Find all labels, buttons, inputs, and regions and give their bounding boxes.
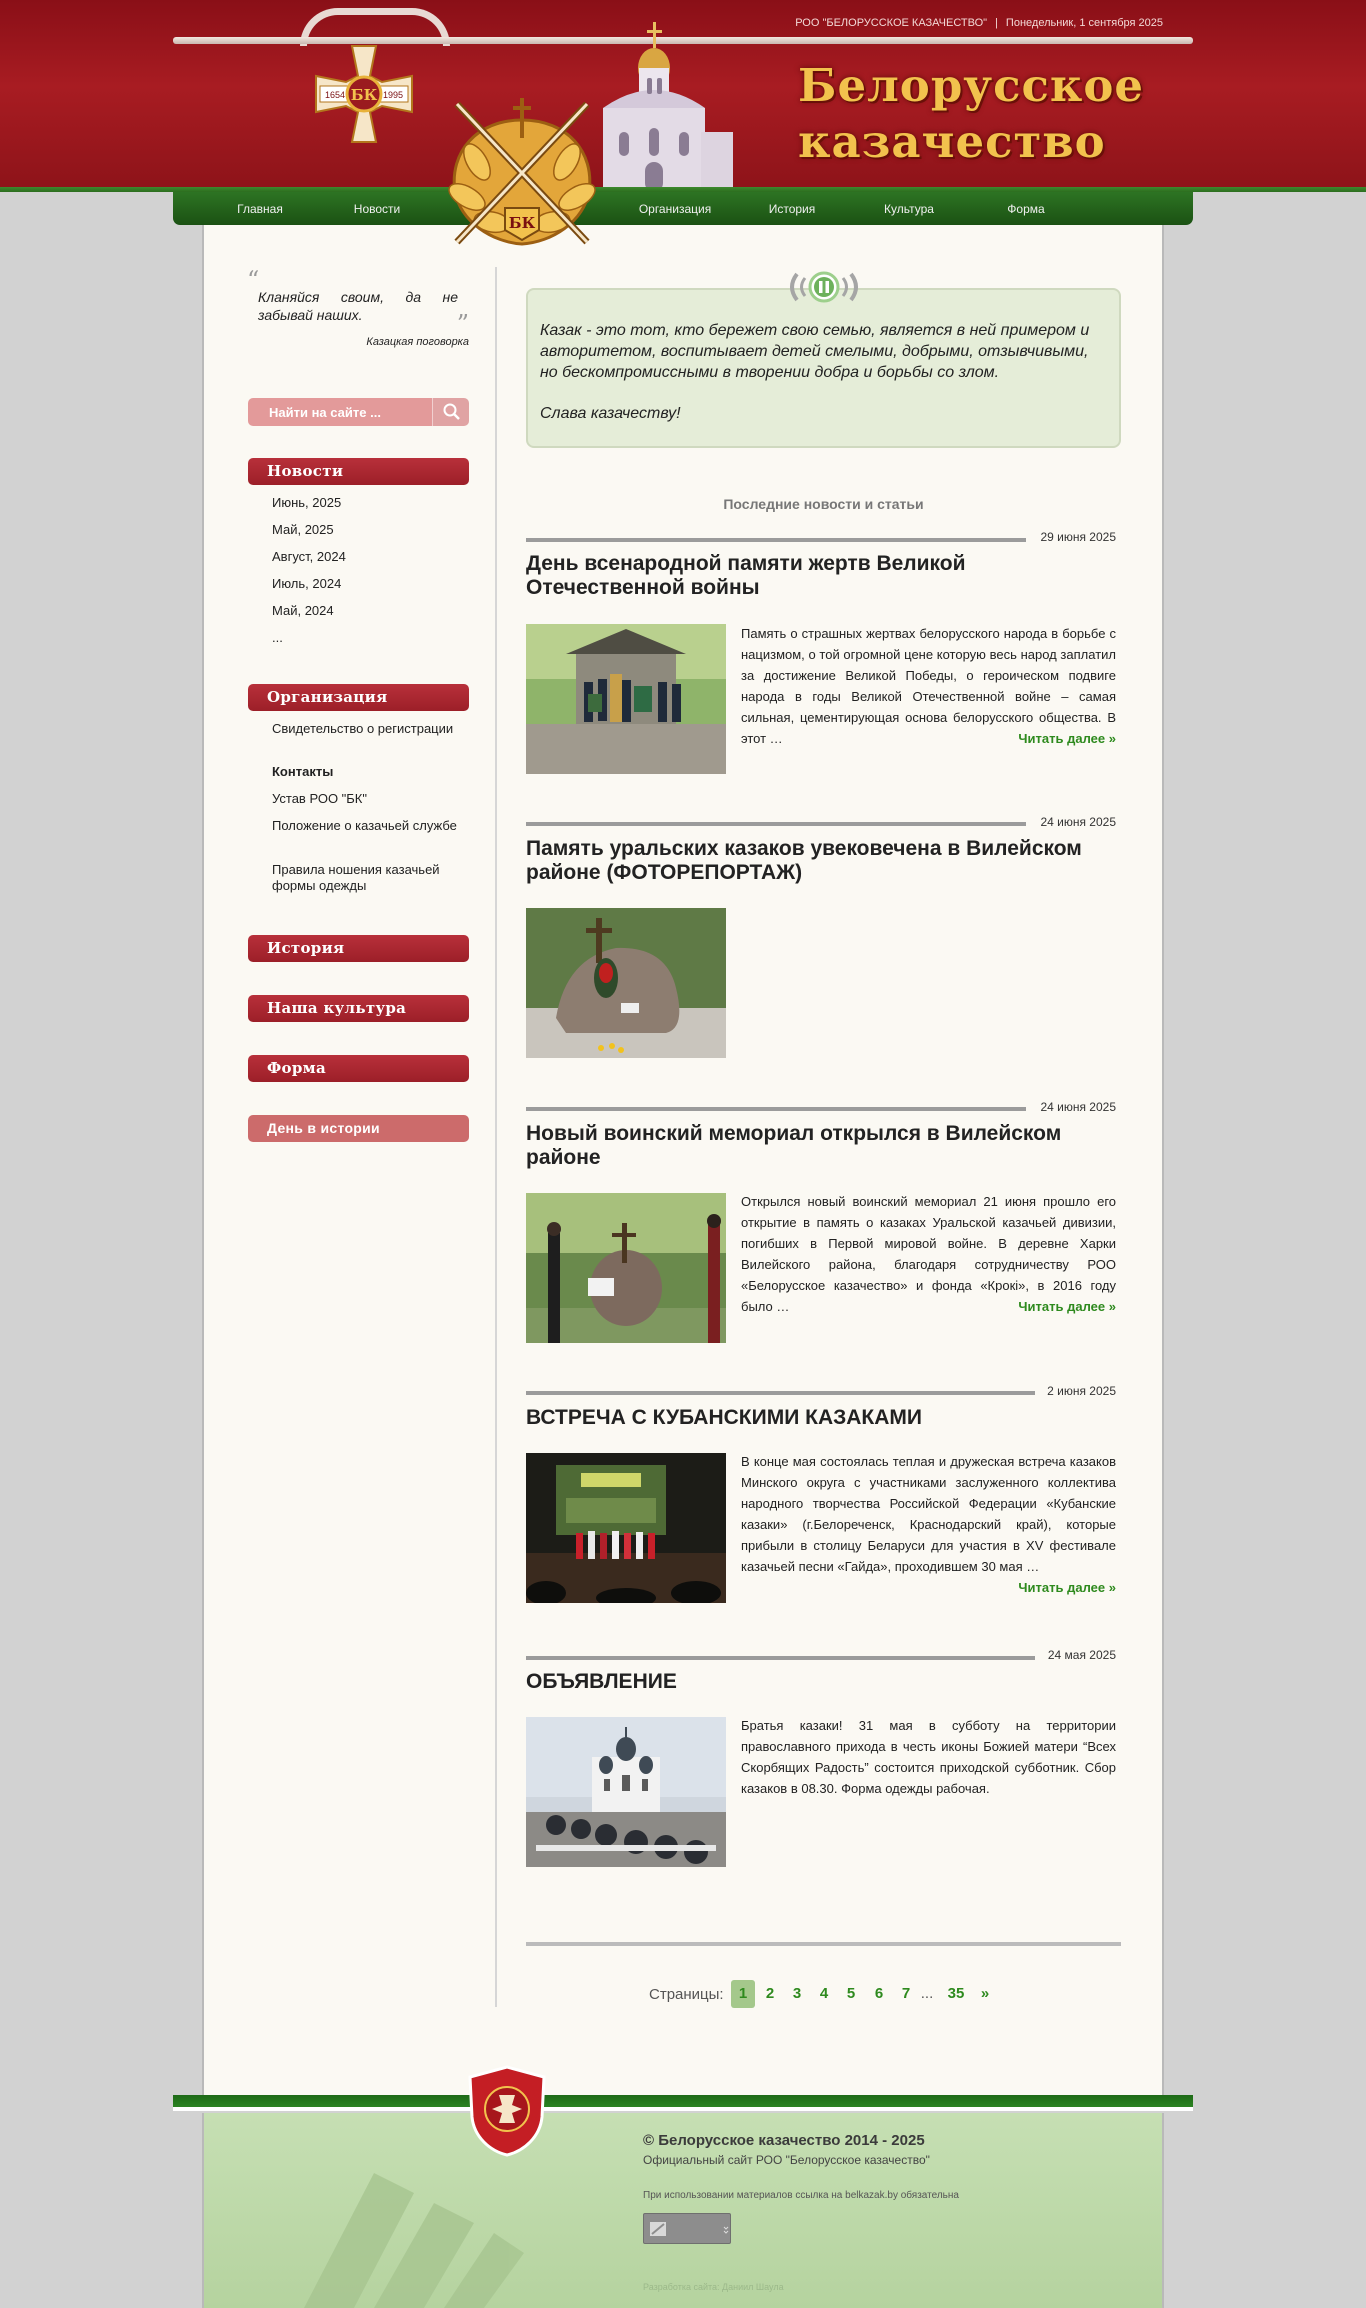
pause-icon[interactable] [785, 268, 863, 306]
page-link-next[interactable]: » [980, 1985, 990, 2002]
read-more-link[interactable]: Читать далее » [1018, 1580, 1116, 1595]
sidebar-head-organization[interactable]: Организация [248, 684, 469, 711]
article-excerpt [741, 1451, 1116, 1598]
article-title[interactable]: ВСТРЕЧА С КУБАНСКИМИ КАЗАКАМИ [526, 1406, 923, 1429]
header-info [795, 17, 1163, 29]
cross-year-right: 1995 [382, 90, 404, 100]
article-excerpt [741, 623, 1116, 749]
article-rule [526, 822, 1026, 826]
footer-band [173, 2095, 1193, 2107]
page-ellipsis: ... [920, 1985, 934, 2002]
news-archive-item[interactable]: Август, 2024 [272, 549, 346, 564]
counter-icon [644, 2214, 732, 2245]
article-thumbnail[interactable] [526, 908, 726, 1058]
article-thumbnail[interactable] [526, 1193, 726, 1343]
footer-band-highlight [173, 2107, 1193, 2111]
nav-uniform[interactable]: Форма [1007, 202, 1045, 216]
latest-news-heading: Последние новости и статьи [723, 496, 924, 512]
article-excerpt [741, 1191, 1116, 1317]
article-title[interactable]: Память уральских казаков увековечена в Вилейском районе (ФОТОРЕПОРТАЖ) [526, 837, 1082, 884]
main-nav [173, 192, 1193, 225]
sidebar-head-news[interactable]: Новости [248, 458, 469, 485]
search-icon [433, 398, 470, 426]
nav-culture[interactable]: Культура [884, 202, 934, 216]
header-date: Понедельник, 1 сентября 2025 [1005, 17, 1163, 29]
article-date: 24 мая 2025 [1047, 1648, 1116, 1662]
photo-church-gathering [526, 1717, 726, 1867]
sidebar-head-culture[interactable]: Наша культура [248, 995, 469, 1022]
org-item-service-regulation[interactable]: Положение о казачьей службе [272, 818, 457, 833]
article-date: 24 июня 2025 [1040, 1100, 1116, 1114]
site-header [0, 0, 1366, 192]
org-item-charter[interactable]: Устав РОО "БК" [272, 791, 367, 806]
article-date: 24 июня 2025 [1040, 815, 1116, 829]
content-bottom-rule [526, 1942, 1121, 1946]
page-link-last[interactable]: 35 [947, 1985, 965, 2002]
title-line-2: казачество [798, 115, 1106, 168]
article-title[interactable]: ОБЪЯВЛЕНИЕ [526, 1670, 677, 1693]
read-more-link[interactable]: Читать далее » [1018, 1299, 1116, 1314]
article-rule [526, 538, 1026, 542]
motto-text: Казак - это тот, кто бережет свою семью, является в ней примером и авторитетом, воспитывает детей смелыми, добрыми, отзывчивыми, но бескомпромиссными в творении добра и борьбы со злом. [540, 322, 1090, 381]
news-archive-item[interactable]: Май, 2025 [272, 522, 334, 537]
quote-source: Казацкая поговорка [366, 336, 469, 348]
footer-note: При использовании материалов ссылка на belkazak.by обязательна [643, 2190, 959, 2201]
column-divider [495, 267, 497, 2007]
article-rule [526, 1107, 1026, 1111]
page-link[interactable]: 6 [874, 1985, 884, 2002]
article-title[interactable]: Новый воинский мемориал открылся в Вилейском районе [526, 1122, 1062, 1169]
header-separator: | [995, 17, 998, 29]
photo-kuban-cossacks-concert [526, 1453, 726, 1603]
news-archive-item[interactable]: Май, 2024 [272, 603, 334, 618]
article-excerpt-text: Братья казаки! 31 мая в субботу на территории православного прихода в честь иконы Божией матери “Всех Скорбящих Радость” состоится приходской субботник. Сбор казаков в 08.30. Форма одежды рабочая. [741, 1718, 1116, 1796]
nav-home[interactable]: Главная [237, 202, 283, 216]
article-title[interactable]: День всенародной памяти жертв Великой Отечественной войны [526, 552, 966, 599]
news-archive-more[interactable]: ... [272, 630, 283, 645]
close-quote-icon: ” [456, 310, 469, 338]
sidebar-head-uniform[interactable]: Форма [248, 1055, 469, 1082]
site-title [798, 58, 1144, 170]
article-excerpt-text: Память о страшных жертвах белорусского народа в борьбе с нацизмом, о той огромной цене которую весь народ заплатил за достижение Великой Победы, о героическом подвиге народа в годы Великой Отечественной войне – самая сильная, цементирующая основа белорусского общества. В этот … [741, 626, 1116, 746]
article-rule [526, 1656, 1035, 1660]
footer-developer[interactable]: Разработка сайта: Даниил Шаула [643, 2282, 784, 2292]
open-quote-icon: “ [247, 266, 260, 294]
page-link[interactable]: 7 [901, 1985, 911, 2002]
cross-emblem-icon [312, 42, 416, 146]
footer-copyright: © Белорусское казачество 2014 - 2025 [643, 2132, 925, 2149]
title-line-1: Белорусское [798, 59, 1145, 112]
cross-center-letters: БК [350, 86, 378, 104]
search-button[interactable] [432, 398, 469, 426]
motto-slider [526, 288, 1121, 448]
cross-year-left: 1654 [324, 90, 346, 100]
page-link[interactable]: 4 [819, 1985, 829, 2002]
article-thumbnail[interactable] [526, 1717, 726, 1867]
read-more-link[interactable]: Читать далее » [1018, 731, 1116, 746]
organization-list [272, 721, 467, 896]
nav-news[interactable]: Новости [353, 202, 401, 216]
news-archive-item[interactable]: Июль, 2024 [272, 576, 342, 591]
search-form [248, 398, 469, 426]
photo-memorial-stone [526, 908, 726, 1058]
sidebar-quote [247, 266, 469, 348]
nav-history[interactable]: История [768, 202, 816, 216]
search-input[interactable] [248, 398, 432, 426]
sabres-emblem-icon[interactable] [437, 92, 607, 252]
article-date: 29 июня 2025 [1040, 530, 1116, 544]
header-org: РОО "БЕЛОРУССКОЕ КАЗАЧЕСТВО" [795, 17, 988, 29]
article-rule [526, 1391, 1035, 1395]
article-thumbnail[interactable] [526, 624, 726, 774]
org-item-contacts[interactable]: Контакты [272, 764, 334, 779]
article-excerpt-text: В конце мая состоялась теплая и дружеская встреча казаков Минского округа с участниками заслуженного коллектива народного творчества Российской Федерации «Кубанские казаки» (г.Белореченск, Краснодарский край), которые прибыли в столицу Беларуси для участия в XV фестивале казачьей песни «Гайда», проходившем 30 мая … [741, 1454, 1116, 1574]
visit-counter[interactable] [643, 2213, 731, 2244]
org-item-uniform-rules[interactable]: Правила ношения казачьей формы одежды [272, 862, 440, 893]
sidebar-head-history[interactable]: История [248, 935, 469, 962]
news-archive-item[interactable]: Июнь, 2025 [272, 495, 342, 510]
pagination-label: Страницы: [649, 1986, 724, 2003]
article-date: 2 июня 2025 [1047, 1384, 1116, 1398]
photo-memorial-ceremony [526, 624, 726, 774]
footer-shield-icon [466, 2065, 548, 2157]
page-link[interactable]: 5 [846, 1985, 856, 2002]
article-thumbnail[interactable] [526, 1453, 726, 1603]
emblem-letters: БК [508, 214, 536, 232]
page-link[interactable]: 3 [792, 1985, 802, 2002]
page-link[interactable]: 2 [765, 1985, 775, 2002]
nav-organization[interactable]: Организация [638, 202, 712, 216]
footer-subtitle: Официальный сайт РОО "Белорусское казачество" [643, 2153, 930, 2167]
article-excerpt [741, 1715, 1116, 1799]
org-item-registration[interactable]: Свидетельство о регистрации [272, 721, 454, 736]
motto-closing: Слава казачеству! [540, 405, 681, 422]
page-link-current[interactable]: 1 [731, 1980, 755, 2008]
photo-memorial-opening [526, 1193, 726, 1343]
article-excerpt-text: Открылся новый воинский мемориал 21 июня прошло его открытие в память о казаках Уральской казачьей дивизии, погибших в Первой мировой войне. В деревне Харки Вилейского района, благодаря сотрудничеству РОО «Белорусское казачество» и фонда «Крокі», в 2016 году было … [741, 1194, 1116, 1314]
news-archive-list [272, 495, 467, 657]
quote-text: Кланяйся своим, да не забывай наших. [258, 289, 458, 323]
sidebar-head-day-in-history[interactable]: День в истории [248, 1115, 469, 1142]
